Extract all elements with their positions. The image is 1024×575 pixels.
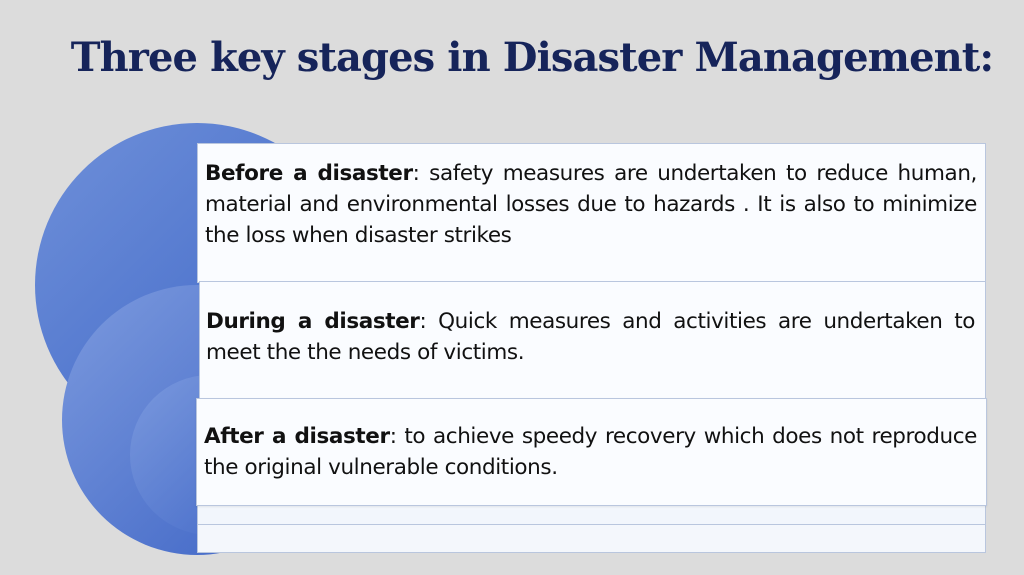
stage-text-before: [205, 158, 977, 251]
stage-label-after: After a disaster: [204, 424, 390, 449]
stage-description-after: : to achieve speedy recovery which does not reproduce the original vulnerable conditions.: [204, 424, 977, 480]
stage-description-during: : Quick measures and activities are undertaken to meet the the needs of victims.: [206, 309, 975, 365]
stage-description-before: : safety measures are undertaken to reduce human, material and environmental losses due to hazards . It is also to minimize the loss when disaster strikes: [205, 161, 977, 248]
stage-text-during: [206, 306, 975, 368]
stage-label-during: During a disaster: [206, 309, 420, 334]
slide-title: Three key stages in Disaster Management:: [70, 34, 994, 81]
stage-label-before: Before a disaster: [205, 161, 413, 186]
stage-text-after: [204, 421, 977, 483]
